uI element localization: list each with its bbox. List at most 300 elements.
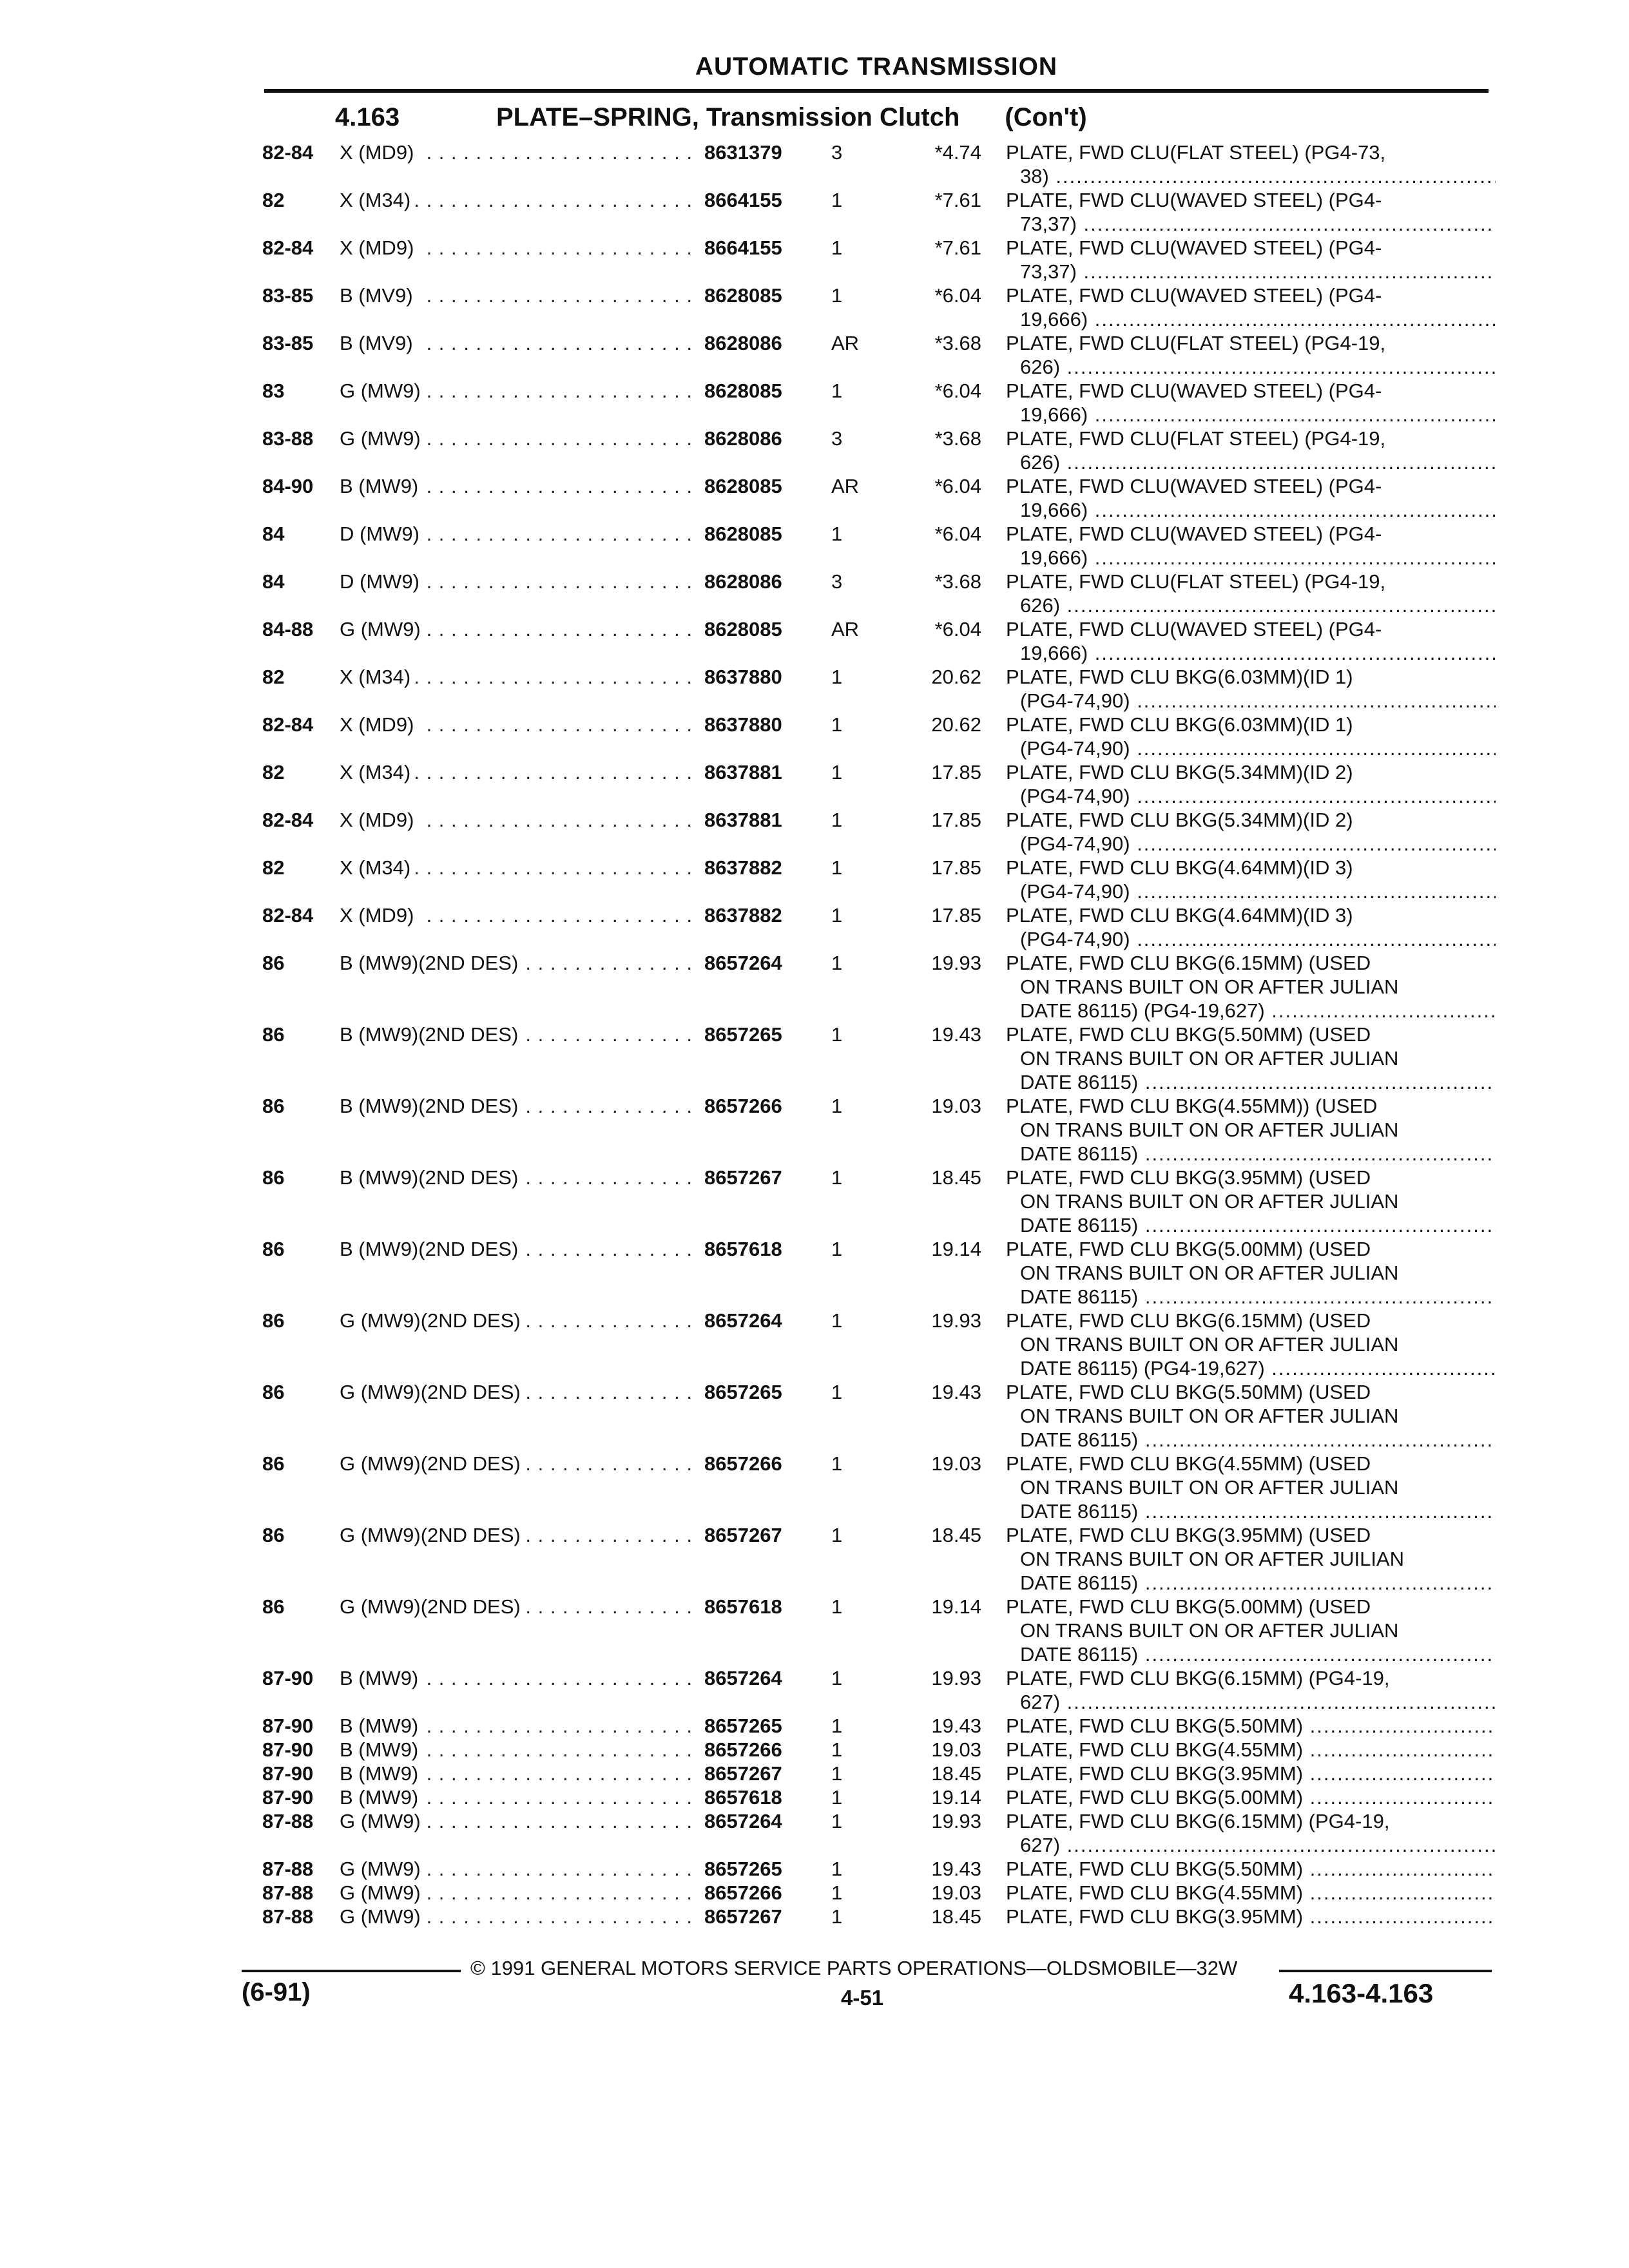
description-line: PLATE, FWD CLU(WAVED STEEL) (PG4- xyxy=(1006,284,1382,307)
price: 19.14 xyxy=(931,1786,981,1809)
model-cell xyxy=(340,951,700,975)
description-line: ON TRANS BUILT ON OR AFTER JUILIAN xyxy=(1020,1548,1404,1570)
model-cell xyxy=(340,1380,700,1404)
parts-row xyxy=(255,1595,1492,1666)
description-line: (PG4-74,90) ..... xyxy=(1006,927,1496,951)
description-line: PLATE, FWD CLU BKG(5.00MM) (USED xyxy=(1006,1595,1371,1618)
model-cell xyxy=(340,760,700,784)
description-line: PLATE, FWD CLU BKG(6.15MM) (PG4-19, xyxy=(1006,1810,1390,1832)
description-line: (PG4-74,90) ..... xyxy=(1006,784,1496,808)
model-code: G (MW9)(2ND DES) xyxy=(340,1595,526,1618)
parts-row xyxy=(255,1714,1492,1738)
model-cell xyxy=(340,331,700,355)
part-number: 8657618 xyxy=(704,1238,782,1260)
parts-table xyxy=(255,140,1492,1928)
model-year: 84 xyxy=(262,570,285,593)
description xyxy=(1006,1714,1496,1738)
footer-page-number: 4-51 xyxy=(841,1986,884,2010)
description-line: 19,666) ..... xyxy=(1006,498,1496,522)
parts-row xyxy=(255,617,1492,665)
parts-row xyxy=(255,951,1492,1023)
model-cell xyxy=(340,903,700,927)
model-code: B (MV9) xyxy=(340,284,418,307)
model-cell xyxy=(340,379,700,403)
footer-rule-right xyxy=(1279,1970,1492,1972)
model-year: 87-90 xyxy=(262,1738,314,1761)
model-year: 86 xyxy=(262,1238,285,1260)
parts-row xyxy=(255,1762,1492,1785)
parts-row xyxy=(255,1023,1492,1094)
parts-row xyxy=(255,1237,1492,1309)
part-number: 8664155 xyxy=(704,189,782,211)
quantity: 1 xyxy=(831,952,843,974)
model-code: X (MD9) xyxy=(340,809,419,831)
quantity: 1 xyxy=(831,1810,843,1832)
model-cell xyxy=(340,1666,700,1690)
description-line: PLATE, FWD CLU BKG(5.34MM)(ID 2) xyxy=(1006,809,1353,831)
description-line: PLATE, FWD CLU BKG(4.55MM) ..... xyxy=(1006,1881,1496,1905)
description-line: PLATE, FWD CLU BKG(6.15MM) (USED xyxy=(1006,952,1371,974)
description xyxy=(1006,188,1496,236)
parts-row xyxy=(255,379,1492,427)
quantity: 1 xyxy=(831,1524,843,1546)
model-year: 87-88 xyxy=(262,1858,314,1880)
description xyxy=(1006,1762,1496,1785)
model-cell xyxy=(340,1237,700,1261)
description-line: PLATE, FWD CLU(WAVED STEEL) (PG4- xyxy=(1006,523,1382,545)
quantity: 1 xyxy=(831,1667,843,1689)
description xyxy=(1006,522,1496,570)
price: 19.93 xyxy=(931,1667,981,1689)
model-year: 83 xyxy=(262,380,285,402)
model-cell xyxy=(340,1785,700,1809)
quantity: 1 xyxy=(831,523,843,545)
model-code: B (MW9) xyxy=(340,475,423,497)
description-line: DATE 86115) (PG4-19,627) ..... xyxy=(1006,999,1496,1023)
description-line: 73,37) ..... xyxy=(1006,212,1496,236)
quantity: 1 xyxy=(831,1095,843,1117)
model-year: 82-84 xyxy=(262,236,314,259)
price: *7.61 xyxy=(934,189,981,211)
parts-row xyxy=(255,284,1492,331)
model-code: B (MW9) xyxy=(340,1762,423,1785)
part-number: 8657267 xyxy=(704,1524,782,1546)
model-code: G (MW9)(2ND DES) xyxy=(340,1309,526,1332)
model-year: 86 xyxy=(262,1524,285,1546)
price: 19.03 xyxy=(931,1095,981,1117)
description-line: (PG4-74,90) ..... xyxy=(1006,689,1496,713)
description-line: PLATE, FWD CLU BKG(3.95MM) ..... xyxy=(1006,1905,1496,1928)
price: 17.85 xyxy=(931,856,981,879)
description-line: DATE 86115) ..... xyxy=(1006,1642,1496,1666)
quantity: 1 xyxy=(831,1715,843,1737)
model-year: 87-88 xyxy=(262,1810,314,1832)
model-code: B (MW9)(2ND DES) xyxy=(340,1166,523,1189)
quantity: 1 xyxy=(831,1595,843,1618)
model-code: X (M34) xyxy=(340,761,416,783)
model-code: G (MW9)(2ND DES) xyxy=(340,1381,526,1403)
price: 18.45 xyxy=(931,1905,981,1928)
description-line: (PG4-74,90) ..... xyxy=(1006,879,1496,903)
part-number: 8628085 xyxy=(704,523,782,545)
model-code: X (MD9) xyxy=(340,236,419,259)
price: 19.43 xyxy=(931,1715,981,1737)
model-code: B (MW9) xyxy=(340,1738,423,1761)
description xyxy=(1006,427,1496,474)
parts-row xyxy=(255,570,1492,617)
price: *6.04 xyxy=(934,475,981,497)
model-code: B (MW9)(2ND DES) xyxy=(340,1095,523,1117)
model-cell xyxy=(340,1023,700,1046)
price: *7.61 xyxy=(934,236,981,259)
description-line: DATE 86115) ..... xyxy=(1006,1070,1496,1094)
model-code: B (MV9) xyxy=(340,332,418,354)
parts-row xyxy=(255,1738,1492,1762)
quantity: AR xyxy=(831,618,860,640)
description-line: 19,666) ..... xyxy=(1006,403,1496,427)
parts-row xyxy=(255,1166,1492,1237)
description xyxy=(1006,236,1496,284)
description xyxy=(1006,856,1496,903)
model-year: 82-84 xyxy=(262,713,314,736)
model-year: 86 xyxy=(262,952,285,974)
price: 19.43 xyxy=(931,1023,981,1046)
description xyxy=(1006,808,1496,856)
description-line: PLATE, FWD CLU BKG(6.03MM)(ID 1) xyxy=(1006,666,1353,688)
model-code: G (MW9) xyxy=(340,1905,426,1928)
model-code: G (MW9)(2ND DES) xyxy=(340,1524,526,1546)
model-code: X (MD9) xyxy=(340,713,419,736)
part-number: 8657265 xyxy=(704,1381,782,1403)
description-line: PLATE, FWD CLU BKG(5.34MM)(ID 2) xyxy=(1006,761,1353,783)
part-number: 8637882 xyxy=(704,856,782,879)
description-line: (PG4-74,90) ..... xyxy=(1006,736,1496,760)
model-year: 82 xyxy=(262,761,285,783)
description-line: PLATE, FWD CLU BKG(3.95MM) (USED xyxy=(1006,1166,1371,1189)
description xyxy=(1006,1452,1496,1523)
quantity: 1 xyxy=(831,1905,843,1928)
description xyxy=(1006,1023,1496,1094)
price: 17.85 xyxy=(931,904,981,927)
footer-date: (6-91) xyxy=(242,1978,311,2006)
model-cell xyxy=(340,617,700,641)
description-line: 38) ..... xyxy=(1006,164,1496,188)
header-rule xyxy=(264,89,1489,93)
part-number: 8657264 xyxy=(704,952,782,974)
part-number: 8657267 xyxy=(704,1166,782,1189)
description-line: PLATE, FWD CLU BKG(4.64MM)(ID 3) xyxy=(1006,904,1353,927)
model-year: 87-90 xyxy=(262,1715,314,1737)
description xyxy=(1006,140,1496,188)
description-line: DATE 86115) (PG4-19,627) ..... xyxy=(1006,1356,1496,1380)
parts-row xyxy=(255,1094,1492,1166)
model-cell xyxy=(340,427,700,450)
description xyxy=(1006,617,1496,665)
description xyxy=(1006,1309,1496,1380)
parts-row xyxy=(255,856,1492,903)
page-header: AUTOMATIC TRANSMISSION xyxy=(695,53,1058,81)
model-code: D (MW9) xyxy=(340,570,425,593)
model-year: 86 xyxy=(262,1309,285,1332)
price: *6.04 xyxy=(934,380,981,402)
model-year: 82-84 xyxy=(262,809,314,831)
part-number: 8631379 xyxy=(704,141,782,164)
quantity: 1 xyxy=(831,1762,843,1785)
description-line: DATE 86115) ..... xyxy=(1006,1428,1496,1452)
model-year: 86 xyxy=(262,1595,285,1618)
quantity: 1 xyxy=(831,809,843,831)
part-number: 8657266 xyxy=(704,1095,782,1117)
description-line: ON TRANS BUILT ON OR AFTER JULIAN xyxy=(1020,1262,1399,1284)
quantity: 1 xyxy=(831,189,843,211)
parts-row xyxy=(255,1666,1492,1714)
quantity: 1 xyxy=(831,713,843,736)
parts-row xyxy=(255,808,1492,856)
part-number: 8628086 xyxy=(704,427,782,450)
section-title: PLATE–SPRING, Transmission Clutch xyxy=(496,103,960,131)
quantity: 1 xyxy=(831,1858,843,1880)
part-number: 8637882 xyxy=(704,904,782,927)
parts-row xyxy=(255,331,1492,379)
parts-row xyxy=(255,1380,1492,1452)
model-year: 87-90 xyxy=(262,1667,314,1689)
description-line: PLATE, FWD CLU BKG(4.55MM)) (USED xyxy=(1006,1095,1378,1117)
model-code: B (MW9) xyxy=(340,1786,423,1809)
model-cell xyxy=(340,522,700,546)
model-cell xyxy=(340,1166,700,1189)
parts-row xyxy=(255,236,1492,284)
description xyxy=(1006,1785,1496,1809)
model-code: X (M34) xyxy=(340,666,416,688)
parts-row xyxy=(255,713,1492,760)
model-year: 87-88 xyxy=(262,1905,314,1928)
model-year: 83-85 xyxy=(262,284,314,307)
model-year: 83-85 xyxy=(262,332,314,354)
description-line: DATE 86115) ..... xyxy=(1006,1142,1496,1166)
price: *6.04 xyxy=(934,284,981,307)
price: 19.03 xyxy=(931,1452,981,1475)
description xyxy=(1006,1857,1496,1881)
price: 19.14 xyxy=(931,1595,981,1618)
parts-row xyxy=(255,1309,1492,1380)
description-line: ON TRANS BUILT ON OR AFTER JULIAN xyxy=(1020,1405,1399,1427)
description xyxy=(1006,1905,1496,1928)
description-line: 627) ..... xyxy=(1006,1690,1496,1714)
description-line: PLATE, FWD CLU BKG(6.15MM) (PG4-19, xyxy=(1006,1667,1390,1689)
model-year: 82-84 xyxy=(262,904,314,927)
price: 20.62 xyxy=(931,666,981,688)
model-code: B (MW9)(2ND DES) xyxy=(340,1238,523,1260)
description xyxy=(1006,1595,1496,1666)
description-line: DATE 86115) ..... xyxy=(1006,1571,1496,1595)
part-number: 8628086 xyxy=(704,570,782,593)
model-code: X (M34) xyxy=(340,189,416,211)
description-line: DATE 86115) ..... xyxy=(1006,1499,1496,1523)
model-year: 82 xyxy=(262,666,285,688)
model-code: G (MW9) xyxy=(340,1810,426,1832)
model-cell xyxy=(340,1714,700,1738)
parts-row xyxy=(255,665,1492,713)
model-year: 84 xyxy=(262,523,285,545)
parts-row xyxy=(255,1905,1492,1928)
part-number: 8628085 xyxy=(704,475,782,497)
description-line: ON TRANS BUILT ON OR AFTER JULIAN xyxy=(1020,1476,1399,1499)
description-line: PLATE, FWD CLU(WAVED STEEL) (PG4- xyxy=(1006,475,1382,497)
parts-row xyxy=(255,140,1492,188)
model-cell xyxy=(340,284,700,307)
description xyxy=(1006,379,1496,427)
description-line: DATE 86115) ..... xyxy=(1006,1213,1496,1237)
description xyxy=(1006,951,1496,1023)
model-code: G (MW9) xyxy=(340,380,426,402)
parts-row xyxy=(255,1785,1492,1809)
quantity: 1 xyxy=(831,666,843,688)
quantity: 1 xyxy=(831,284,843,307)
price: *3.68 xyxy=(934,427,981,450)
description xyxy=(1006,331,1496,379)
description-line: DATE 86115) ..... xyxy=(1006,1285,1496,1309)
model-code: X (MD9) xyxy=(340,141,419,164)
model-cell xyxy=(340,140,700,164)
part-number: 8657267 xyxy=(704,1905,782,1928)
description-line: ON TRANS BUILT ON OR AFTER JULIAN xyxy=(1020,1619,1399,1642)
model-year: 87-90 xyxy=(262,1762,314,1785)
model-cell xyxy=(340,1857,700,1881)
part-number: 8664155 xyxy=(704,236,782,259)
model-cell xyxy=(340,1595,700,1619)
model-cell xyxy=(340,1905,700,1928)
part-number: 8657266 xyxy=(704,1452,782,1475)
description-line: PLATE, FWD CLU BKG(4.55MM) ..... xyxy=(1006,1738,1496,1762)
model-cell xyxy=(340,1309,700,1332)
model-cell xyxy=(340,236,700,260)
footer-section-ref: 4.163-4.163 xyxy=(1289,1978,1434,2008)
description-line: PLATE, FWD CLU(FLAT STEEL) (PG4-19, xyxy=(1006,570,1386,593)
description-line: ON TRANS BUILT ON OR AFTER JULIAN xyxy=(1020,1333,1399,1356)
description-line: PLATE, FWD CLU BKG(6.03MM)(ID 1) xyxy=(1006,713,1353,736)
description xyxy=(1006,570,1496,617)
model-cell xyxy=(340,856,700,879)
parts-row xyxy=(255,188,1492,236)
part-number: 8657265 xyxy=(704,1023,782,1046)
model-code: B (MW9) xyxy=(340,1667,423,1689)
quantity: 3 xyxy=(831,141,843,164)
part-number: 8628086 xyxy=(704,332,782,354)
price: 19.43 xyxy=(931,1381,981,1403)
price: *6.04 xyxy=(934,618,981,640)
description xyxy=(1006,665,1496,713)
parts-row xyxy=(255,1523,1492,1595)
description-line: PLATE, FWD CLU(FLAT STEEL) (PG4-19, xyxy=(1006,427,1386,450)
model-code: G (MW9) xyxy=(340,1858,426,1880)
description-line: PLATE, FWD CLU(FLAT STEEL) (PG4-19, xyxy=(1006,332,1386,354)
part-number: 8628085 xyxy=(704,380,782,402)
quantity: 1 xyxy=(831,380,843,402)
description-line: PLATE, FWD CLU BKG(5.50MM) (USED xyxy=(1006,1023,1371,1046)
description-line: PLATE, FWD CLU BKG(5.00MM) (USED xyxy=(1006,1238,1371,1260)
price: 19.03 xyxy=(931,1881,981,1904)
price: 18.45 xyxy=(931,1762,981,1785)
model-year: 87-90 xyxy=(262,1786,314,1809)
part-number: 8657266 xyxy=(704,1881,782,1904)
model-cell xyxy=(340,808,700,832)
price: 20.62 xyxy=(931,713,981,736)
part-number: 8657266 xyxy=(704,1738,782,1761)
part-number: 8657267 xyxy=(704,1762,782,1785)
price: *6.04 xyxy=(934,523,981,545)
description xyxy=(1006,1166,1496,1237)
footer-copyright: © 1991 GENERAL MOTORS SERVICE PARTS OPERATIONS—OLDSMOBILE—32W xyxy=(470,1957,1238,1979)
description-line: 19,666) ..... xyxy=(1006,307,1496,331)
model-code: X (M34) xyxy=(340,856,416,879)
description-line: 626) ..... xyxy=(1006,450,1496,474)
quantity: 1 xyxy=(831,1166,843,1189)
description xyxy=(1006,903,1496,951)
description-line: 627) ..... xyxy=(1006,1833,1496,1857)
description-line: PLATE, FWD CLU BKG(4.64MM)(ID 3) xyxy=(1006,856,1353,879)
description-line: 73,37) ..... xyxy=(1006,260,1496,284)
part-number: 8657618 xyxy=(704,1786,782,1809)
model-code: G (MW9)(2ND DES) xyxy=(340,1452,526,1475)
part-number: 8628085 xyxy=(704,618,782,640)
model-cell xyxy=(340,1762,700,1785)
price: 19.93 xyxy=(931,1810,981,1832)
model-code: B (MW9) xyxy=(340,1715,423,1737)
model-cell xyxy=(340,1881,700,1905)
price: 19.03 xyxy=(931,1738,981,1761)
part-number: 8628085 xyxy=(704,284,782,307)
description xyxy=(1006,1094,1496,1166)
parts-row xyxy=(255,1881,1492,1905)
parts-row xyxy=(255,522,1492,570)
quantity: AR xyxy=(831,475,860,497)
description-line: 626) ..... xyxy=(1006,593,1496,617)
parts-row xyxy=(255,903,1492,951)
quantity: 1 xyxy=(831,856,843,879)
part-number: 8637880 xyxy=(704,666,782,688)
price: 19.14 xyxy=(931,1238,981,1260)
description-line: PLATE, FWD CLU(WAVED STEEL) (PG4- xyxy=(1006,618,1382,640)
part-number: 8657265 xyxy=(704,1858,782,1880)
description-line: PLATE, FWD CLU BKG(4.55MM) (USED xyxy=(1006,1452,1371,1475)
model-year: 82 xyxy=(262,856,285,879)
price: 17.85 xyxy=(931,809,981,831)
description-line: PLATE, FWD CLU BKG(5.50MM) ..... xyxy=(1006,1857,1496,1881)
quantity: 1 xyxy=(831,1023,843,1046)
parts-row xyxy=(255,427,1492,474)
model-code: X (MD9) xyxy=(340,904,419,927)
model-code: G (MW9) xyxy=(340,427,426,450)
quantity: 1 xyxy=(831,1381,843,1403)
model-year: 86 xyxy=(262,1023,285,1046)
description-line: ON TRANS BUILT ON OR AFTER JULIAN xyxy=(1020,1119,1399,1141)
model-cell xyxy=(340,570,700,593)
description-line: ON TRANS BUILT ON OR AFTER JULIAN xyxy=(1020,1047,1399,1070)
model-cell xyxy=(340,1738,700,1762)
price: *3.68 xyxy=(934,570,981,593)
description xyxy=(1006,1666,1496,1714)
price: 18.45 xyxy=(931,1524,981,1546)
model-cell xyxy=(340,188,700,212)
description-line: PLATE, FWD CLU BKG(5.50MM) (USED xyxy=(1006,1381,1371,1403)
model-year: 82 xyxy=(262,189,285,211)
price: *4.74 xyxy=(934,141,981,164)
description-line: 19,666) ..... xyxy=(1006,641,1496,665)
quantity: 3 xyxy=(831,570,843,593)
model-cell xyxy=(340,1094,700,1118)
quantity: 1 xyxy=(831,1738,843,1761)
description-line: PLATE, FWD CLU BKG(3.95MM) (USED xyxy=(1006,1524,1371,1546)
